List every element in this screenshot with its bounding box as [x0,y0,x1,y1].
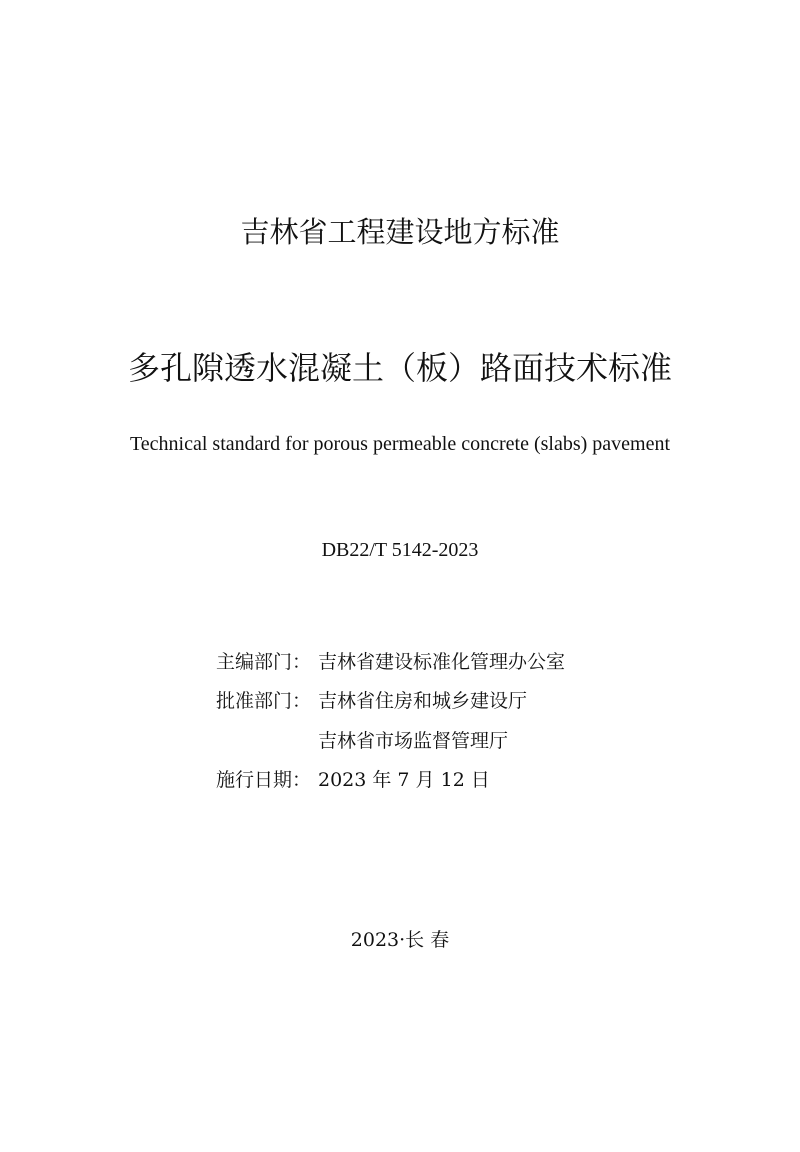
approval-value-1: 吉林省住房和城乡建设厅 [318,690,528,712]
approval-row-2 [216,727,508,755]
approval-value-2: 吉林省市场监督管理厅 [318,730,509,752]
effective-date-label: 施行日期： [216,769,312,791]
chief-editor-label: 主编部门： [216,651,312,673]
document-title-english: Technical standard for porous permeable concrete (slabs) pavement [129,433,671,455]
document-title-chinese: 多孔隙透水混凝土（板）路面技术标准 [127,349,672,387]
effective-date-row [216,766,490,794]
standard-code: DB22/T 5142-2023 [321,539,479,561]
place-and-year: 2023·长 春 [350,929,450,951]
approval-row [216,687,527,715]
series-title: 吉林省工程建设地方标准 [240,215,560,249]
effective-date-value: 2023 年 7 月 12 日 [318,769,490,791]
approval-label: 批准部门： [216,690,312,712]
chief-editor-value: 吉林省建设标准化管理办公室 [318,651,566,673]
chief-editor-row [216,648,565,676]
